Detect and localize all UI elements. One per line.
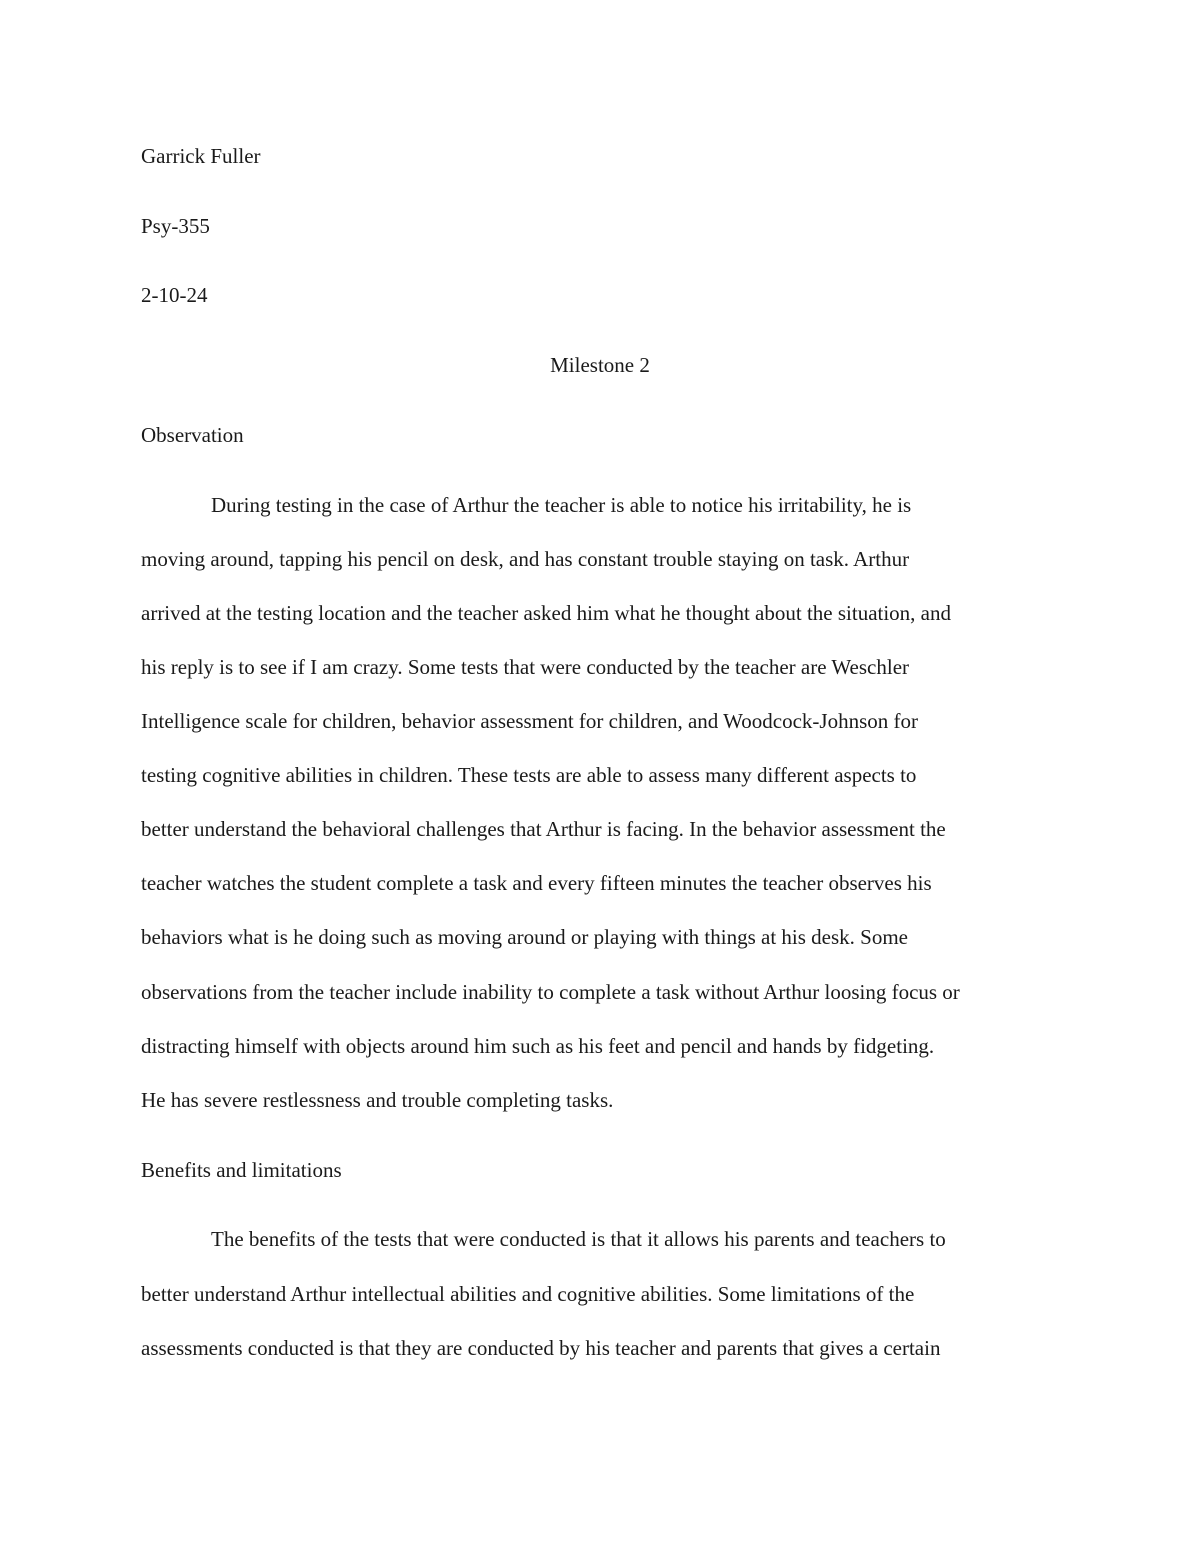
paragraph-line: better understand the behavioral challenges that Arthur is facing. In the behavior assessment the (141, 817, 946, 841)
paragraph-line: observations from the teacher include inability to complete a task without Arthur loosing focus or (141, 980, 960, 1004)
paragraph-line: moving around, tapping his pencil on desk, and has constant trouble staying on task. Arthur (141, 547, 910, 571)
paragraph-line: better understand Arthur intellectual abilities and cognitive abilities. Some limitations of the (141, 1282, 915, 1306)
paragraph-line: behaviors what is he doing such as moving around or playing with things at his desk. Some (141, 925, 908, 949)
paragraph-line: his reply is to see if I am crazy. Some tests that were conducted by the teacher are Weschler (141, 655, 910, 679)
document-date: 2-10-24 (141, 283, 208, 307)
paragraph-line: distracting himself with objects around him such as his feet and pencil and hands by fidgeting. (141, 1034, 935, 1058)
course-number: Psy-355 (141, 214, 210, 238)
paragraph-line: The benefits of the tests that were conducted is that it allows his parents and teachers to (211, 1227, 946, 1251)
author-name: Garrick Fuller (141, 144, 261, 168)
paragraph-line: During testing in the case of Arthur the teacher is able to notice his irritability, he is (211, 493, 912, 517)
paragraph-line: assessments conducted is that they are conducted by his teacher and parents that gives a certain (141, 1336, 941, 1360)
section-heading-benefits-limitations: Benefits and limitations (141, 1158, 342, 1182)
paragraph-line: arrived at the testing location and the teacher asked him what he thought about the situation, and (141, 601, 952, 625)
paragraph-line: teacher watches the student complete a task and every fifteen minutes the teacher observes his (141, 871, 932, 895)
paragraph-line: testing cognitive abilities in children. These tests are able to assess many different aspects to (141, 763, 917, 787)
paragraph-line: He has severe restlessness and trouble completing tasks. (141, 1088, 614, 1112)
document-title: Milestone 2 (550, 353, 650, 377)
paragraph-line: Intelligence scale for children, behavior assessment for children, and Woodcock-Johnson for (141, 709, 918, 733)
section-heading-observation: Observation (141, 423, 244, 447)
